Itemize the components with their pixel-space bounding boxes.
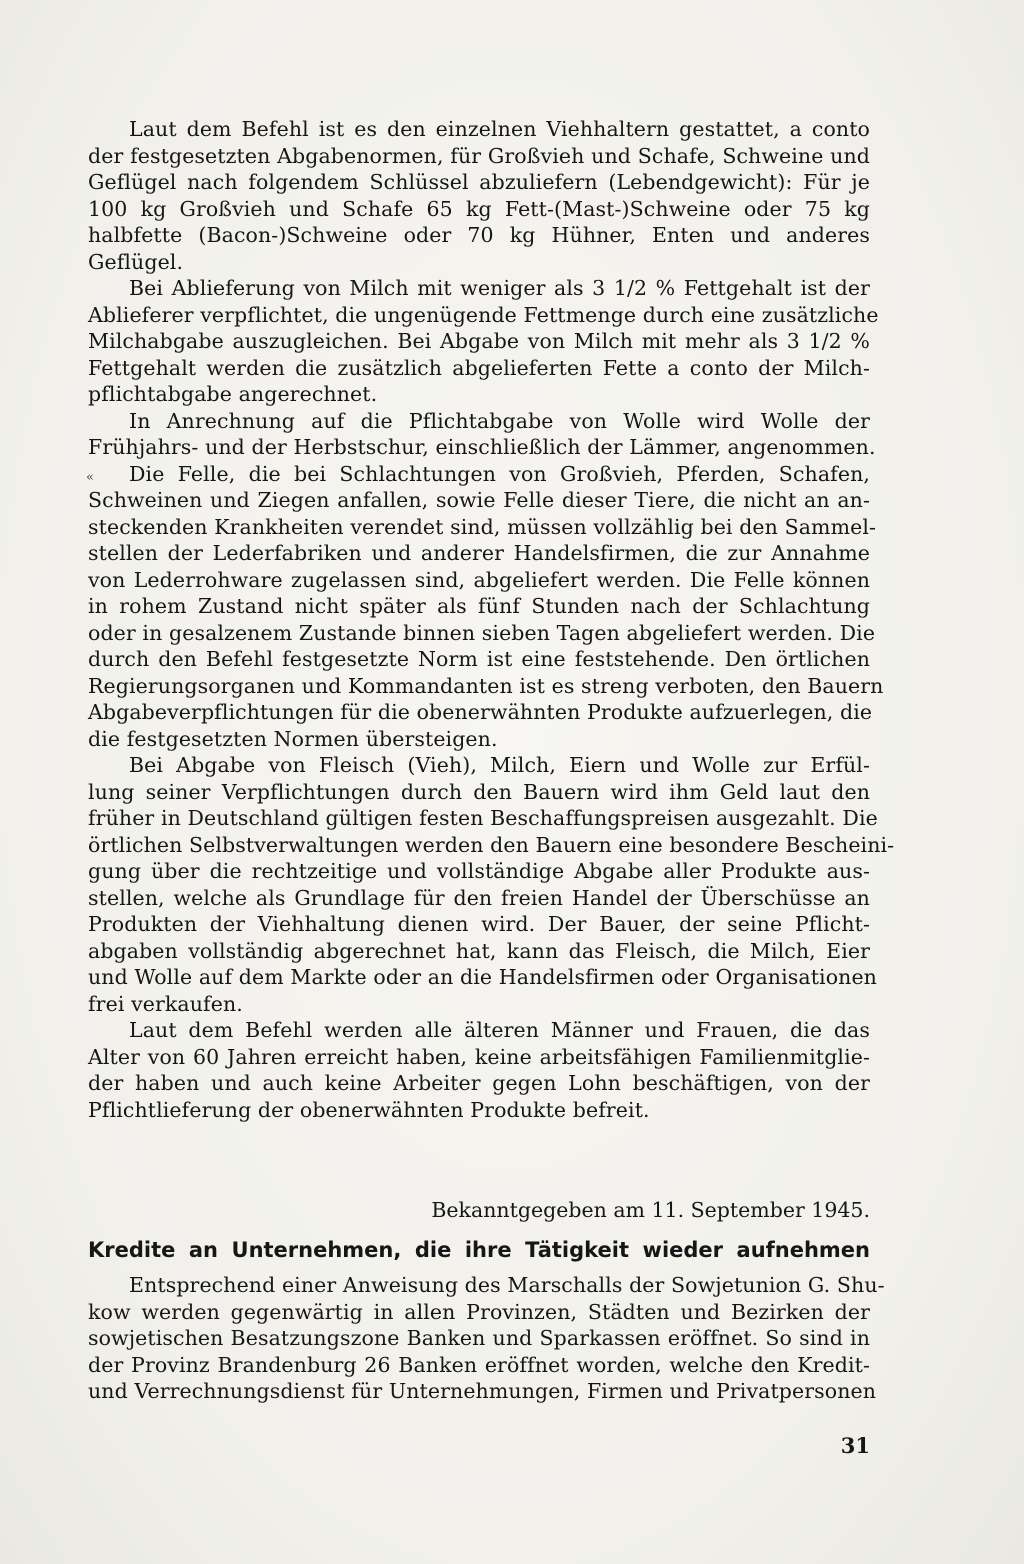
text-line: oder in gesalzenem Zustande binnen sieben Tagen abgeliefert werden. Die [88, 620, 876, 645]
margin-mark: « [86, 470, 94, 485]
page-number: 31 [840, 1433, 870, 1458]
text-line: früher in Deutschland gültigen festen Beschaffungspreisen ausgezahlt. Die [88, 806, 878, 830]
text-line: steckenden Krankheiten verendet sind, müssen vollzählig bei den Sammel- [88, 514, 877, 539]
section-heading: Kredite an Unternehmen, die ihre Tätigkeit wieder aufnehmen [88, 1238, 870, 1262]
text-line: kow werden gegenwärtig in allen Provinzen, Städten und Bezirken der [88, 1299, 870, 1324]
body-text-section-2 [88, 1272, 885, 1405]
text-line: abgaben vollständig abgerechnet hat, kann das Fleisch, die Milch, Eier [88, 938, 870, 963]
text-line: Abgabeverpflichtungen für die obenerwähnten Produkte aufzuerlegen, die [88, 700, 873, 724]
dateline: Bekanntgegeben am 11. September 1945. [431, 1198, 870, 1222]
text-line: Pflichtlieferung der obenerwähnten Produkte befreit. [88, 1097, 650, 1122]
text-line: lung seiner Verpflichtungen durch den Bauern wird ihm Geld laut den [88, 779, 870, 804]
text-line: der haben und auch keine Arbeiter gegen Lohn beschäftigen, von der [88, 1071, 870, 1095]
text-line: Geflügel. [88, 249, 184, 274]
text-line: Regierungsorganen und Kommandanten ist es streng verboten, den Bauern [88, 673, 884, 698]
text-line: stellen der Lederfabriken und anderer Handelsfirmen, die zur Annahme [88, 541, 870, 565]
text-line: stellen, welche als Grundlage für den freien Handel der Überschüsse an [88, 885, 870, 910]
text-line: der Provinz Brandenburg 26 Banken eröffnet worden, welche den Kredit- [88, 1352, 870, 1377]
text-line: Bei Ablieferung von Milch mit weniger als 3 1/2 % Fettgehalt ist der [129, 276, 870, 300]
text-line: In Anrechnung auf die Pflichtabgabe von Wolle wird Wolle der [129, 408, 870, 433]
text-line: Ablieferer verpflichtet, die ungenügende Fettmenge durch eine zusätzliche [88, 302, 879, 327]
text-line: Frühjahrs- und der Herbstschur, einschließlich der Lämmer, angenommen. [88, 435, 876, 459]
text-line: der festgesetzten Abgabenormen, für Großvieh und Schafe, Schweine und [88, 143, 870, 168]
text-line: Schweinen und Ziegen anfallen, sowie Felle dieser Tiere, die nicht an an- [88, 488, 870, 512]
text-line: halbfette (Bacon-)Schweine oder 70 kg Hühner, Enten und anderes [88, 223, 870, 247]
text-line: Entsprechend einer Anweisung des Marschalls der Sowjetunion G. Shu- [129, 1273, 885, 1297]
text-line: und Wolle auf dem Markte oder an die Handelsfirmen oder Organisationen [88, 965, 877, 989]
text-line: von Lederrohware zugelassen sind, abgeliefert werden. Die Felle können [88, 567, 870, 592]
text-line: Geflügel nach folgendem Schlüssel abzuliefern (Lebendgewicht): Für je [88, 170, 870, 194]
text-line: Bei Abgabe von Fleisch (Vieh), Milch, Eiern und Wolle zur Erfül- [129, 753, 870, 777]
text-line: frei verkaufen. [88, 991, 243, 1016]
text-line: pflichtabgabe angerechnet. [88, 382, 378, 406]
text-line: Laut dem Befehl ist es den einzelnen Viehhaltern gestattet, a conto [129, 117, 870, 141]
text-line: 100 kg Großvieh und Schafe 65 kg Fett-(Mast-)Schweine oder 75 kg [88, 196, 870, 221]
text-line: Alter von 60 Jahren erreicht haben, keine arbeitsfähigen Familienmitglie- [88, 1044, 870, 1069]
text-line: die festgesetzten Normen übersteigen. [88, 726, 498, 751]
text-line: und Verrechnungsdienst für Unternehmungen, Firmen und Privatpersonen [88, 1379, 877, 1403]
text-line: Die Felle, die bei Schlachtungen von Großvieh, Pferden, Schafen, [129, 461, 870, 486]
text-line: gung über die rechtzeitige und vollständige Abgabe aller Produkte aus- [88, 859, 870, 883]
text-line: sowjetischen Besatzungszone Banken und Sparkassen eröffnet. So sind in [88, 1326, 870, 1350]
text-line: Laut dem Befehl werden alle älteren Männer und Frauen, die das [129, 1018, 870, 1042]
text-line: in rohem Zustand nicht später als fünf Stunden nach der Schlachtung [88, 594, 870, 618]
text-line: Fettgehalt werden die zusätzlich abgelieferten Fette a conto der Milch- [88, 355, 870, 380]
body-text-section-1 [88, 116, 895, 1123]
text-line: Produkten der Viehhaltung dienen wird. Der Bauer, der seine Pflicht- [88, 912, 870, 936]
text-line: örtlichen Selbstverwaltungen werden den Bauern eine besondere Bescheini- [88, 832, 895, 857]
text-line: Milchabgabe auszugleichen. Bei Abgabe von Milch mit mehr als 3 1/2 % [88, 329, 870, 353]
text-line: durch den Befehl festgesetzte Norm ist eine feststehende. Den örtlichen [88, 647, 870, 671]
